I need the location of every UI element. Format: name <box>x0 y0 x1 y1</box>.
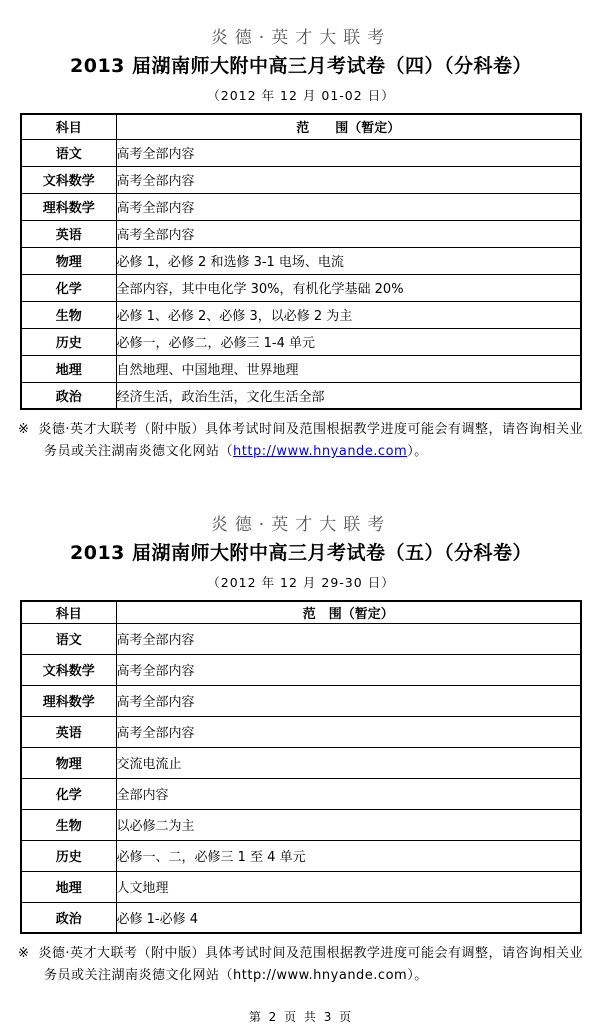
scope-cell: 必修 1，必修 2 和选修 3-1 电场、电流 <box>116 247 581 274</box>
exam-section-five <box>0 463 602 987</box>
scope-cell: 人文地理 <box>116 871 581 902</box>
scope-cell: 高考全部内容 <box>116 685 581 716</box>
exam-section-four <box>0 0 602 463</box>
exam-title-five: 2013 届湖南师大附中高三月考试卷（五）（分科卷） <box>70 542 532 564</box>
note-five <box>18 943 592 987</box>
table-row <box>21 193 581 220</box>
table-row <box>21 809 581 840</box>
table-row <box>21 247 581 274</box>
brand-header: 炎德·英才大联考 <box>210 515 392 535</box>
column-header-scope: 范 围（暂定） <box>116 601 581 623</box>
note-marker: ※ <box>18 422 30 437</box>
subject-cell: 地理 <box>21 871 116 902</box>
subject-cell: 地理 <box>21 355 116 382</box>
scope-cell: 高考全部内容 <box>116 139 581 166</box>
column-header-subject: 科目 <box>21 601 116 623</box>
scope-cell: 必修 1-必修 4 <box>116 902 581 933</box>
table-row <box>21 840 581 871</box>
scope-cell: 高考全部内容 <box>116 654 581 685</box>
scope-cell: 必修 1、必修 2、必修 3，以必修 2 为主 <box>116 301 581 328</box>
subject-cell: 生物 <box>21 809 116 840</box>
scope-cell: 高考全部内容 <box>116 220 581 247</box>
subject-cell: 化学 <box>21 274 116 301</box>
subject-cell: 历史 <box>21 840 116 871</box>
subject-cell: 文科数学 <box>21 654 116 685</box>
table-header-row <box>21 114 581 139</box>
website-url-text: http://www.hnyande.com <box>233 968 408 983</box>
exam-date-five: （2012 年 12 月 29-30 日） <box>207 575 395 590</box>
table-row <box>21 871 581 902</box>
scope-cell: 高考全部内容 <box>116 623 581 654</box>
note-text-end: ）。 <box>407 968 428 983</box>
exam-scope-table-five <box>20 600 582 934</box>
table-row <box>21 301 581 328</box>
table-row <box>21 220 581 247</box>
note-four <box>18 419 592 463</box>
note-text-end: ）。 <box>407 444 428 459</box>
scope-cell: 以必修二为主 <box>116 809 581 840</box>
note-text: 炎德·英才大联考（附中版）具体考试时间及范围根据教学进度可能会有调整，请咨询相关业务员或关注湖南炎德文化网站（ <box>38 946 584 983</box>
table-row <box>21 685 581 716</box>
table-row <box>21 654 581 685</box>
subject-cell: 语文 <box>21 623 116 654</box>
subject-cell: 英语 <box>21 220 116 247</box>
subject-cell: 理科数学 <box>21 193 116 220</box>
table-row <box>21 623 581 654</box>
subject-cell: 物理 <box>21 747 116 778</box>
note-text: 炎德·英才大联考（附中版）具体考试时间及范围根据教学进度可能会有调整，请咨询相关业务员或关注湖南炎德文化网站（ <box>38 422 584 459</box>
table-row <box>21 778 581 809</box>
scope-cell: 高考全部内容 <box>116 193 581 220</box>
subject-cell: 文科数学 <box>21 166 116 193</box>
scope-cell: 高考全部内容 <box>116 716 581 747</box>
table-row <box>21 747 581 778</box>
table-row <box>21 139 581 166</box>
scope-cell: 全部内容，其中电化学 30%，有机化学基础 20% <box>116 274 581 301</box>
subject-cell: 化学 <box>21 778 116 809</box>
scope-cell: 必修一、二，必修三 1 至 4 单元 <box>116 840 581 871</box>
scope-cell: 自然地理、中国地理、世界地理 <box>116 355 581 382</box>
exam-date-four: （2012 年 12 月 01-02 日） <box>207 88 395 103</box>
table-row <box>21 902 581 933</box>
table-row <box>21 274 581 301</box>
scope-cell: 交流电流止 <box>116 747 581 778</box>
column-header-scope: 范 围（暂定） <box>116 114 581 139</box>
table-header-row <box>21 601 581 623</box>
table-row <box>21 328 581 355</box>
page-number: 第 2 页 共 3 页 <box>248 1010 354 1024</box>
subject-cell: 英语 <box>21 716 116 747</box>
subject-cell: 生物 <box>21 301 116 328</box>
column-header-subject: 科目 <box>21 114 116 139</box>
subject-cell: 语文 <box>21 139 116 166</box>
subject-cell: 政治 <box>21 902 116 933</box>
table-row <box>21 355 581 382</box>
scope-cell: 经济生活，政治生活，文化生活全部 <box>116 382 581 409</box>
scope-cell: 高考全部内容 <box>116 166 581 193</box>
website-link[interactable]: http://www.hnyande.com <box>233 444 408 459</box>
scope-cell: 必修一，必修二，必修三 1-4 单元 <box>116 328 581 355</box>
subject-cell: 理科数学 <box>21 685 116 716</box>
note-marker: ※ <box>18 946 30 961</box>
subject-cell: 物理 <box>21 247 116 274</box>
scope-cell: 全部内容 <box>116 778 581 809</box>
brand-header: 炎德·英才大联考 <box>210 28 392 48</box>
table-row <box>21 166 581 193</box>
table-row <box>21 382 581 409</box>
subject-cell: 政治 <box>21 382 116 409</box>
subject-cell: 历史 <box>21 328 116 355</box>
exam-scope-table-four <box>20 113 582 410</box>
exam-title-four: 2013 届湖南师大附中高三月考试卷（四）（分科卷） <box>70 55 532 77</box>
table-row <box>21 716 581 747</box>
